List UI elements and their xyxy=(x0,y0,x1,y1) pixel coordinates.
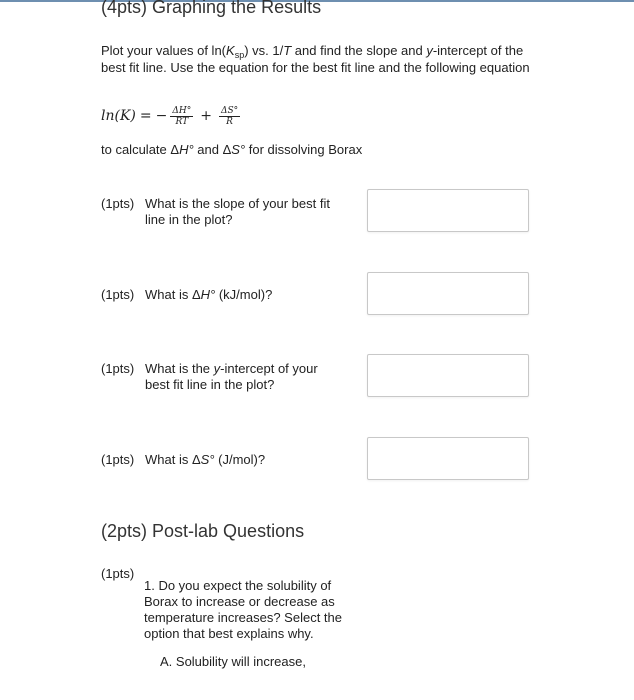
intro-t: T xyxy=(283,43,292,58)
slope-answer-input[interactable] xyxy=(367,189,529,232)
calc-text-2: and Δ xyxy=(193,142,232,157)
equation-equals: = xyxy=(139,108,152,124)
intro-text-3: and find the slope and xyxy=(291,43,427,58)
question-text-part: -intercept of your best fit line in the plot? xyxy=(145,361,318,392)
equation-frac2-denominator: R xyxy=(226,116,233,127)
calculate-instruction xyxy=(101,142,362,157)
calc-h: H° xyxy=(179,142,194,157)
calc-text-1: to calculate Δ xyxy=(101,142,180,157)
question-text-part: What is Δ xyxy=(145,287,201,302)
question-text xyxy=(145,452,345,468)
question-points: (1pts) xyxy=(101,287,135,302)
question-text-part: (kJ/mol)? xyxy=(215,287,273,302)
section-title-graphing: (4pts) Graphing the Results xyxy=(101,0,322,17)
equation-plus: + xyxy=(200,108,212,124)
intro-sub-sp: sp xyxy=(234,50,245,60)
y-intercept-answer-input[interactable] xyxy=(367,354,529,397)
answer-option-a[interactable]: A. Solubility will increase, xyxy=(160,654,306,669)
intro-text-1: Plot your values of ln( xyxy=(101,43,227,58)
question-text xyxy=(145,287,345,303)
question-points: (1pts) xyxy=(101,361,135,376)
question-text-part: What is the xyxy=(145,361,214,376)
intro-text-4: -intercept of the best fit line. Use the equation for the best fit line and the following equation xyxy=(101,43,530,75)
question-points: (1pts) xyxy=(101,196,135,211)
intro-k: K xyxy=(226,43,235,58)
question-text-symbol: H° xyxy=(200,287,216,302)
question-text-symbol: y xyxy=(213,361,221,376)
instructions-text xyxy=(101,42,541,76)
question-text xyxy=(145,361,345,393)
post-lab-question-text: 1. Do you expect the solubility of Borax to increase or decrease as temperature increases? Select the option that best explains why. xyxy=(144,578,342,641)
post-lab-points: (1pts) xyxy=(101,566,135,581)
calc-s: S° xyxy=(231,142,246,157)
question-text-symbol: S° xyxy=(200,452,215,467)
equation-frac1-numerator: ΔH° xyxy=(172,105,192,116)
question-text: What is the slope of your best fit line in the plot? xyxy=(145,196,330,227)
equation-lhs: ln(K) xyxy=(101,108,136,124)
section-title-post-lab: (2pts) Post-lab Questions xyxy=(101,521,305,541)
vant-hoff-equation xyxy=(101,102,243,130)
question-text-part: What is Δ xyxy=(145,452,201,467)
equation-minus: − xyxy=(155,108,168,124)
equation-fraction-entropy xyxy=(219,106,240,127)
question-text-part: (J/mol)? xyxy=(214,452,266,467)
intro-text-2: ) vs. 1/ xyxy=(244,43,284,58)
intro-y: y xyxy=(426,43,433,58)
equation-frac1-denominator: RT xyxy=(175,116,189,127)
calc-text-3: for dissolving Borax xyxy=(245,142,363,157)
delta-h-answer-input[interactable] xyxy=(367,272,529,315)
delta-s-answer-input[interactable] xyxy=(367,437,529,480)
question-points: (1pts) xyxy=(101,452,135,467)
equation-fraction-enthalpy xyxy=(170,106,193,127)
equation-frac2-numerator: ΔS° xyxy=(220,105,239,116)
